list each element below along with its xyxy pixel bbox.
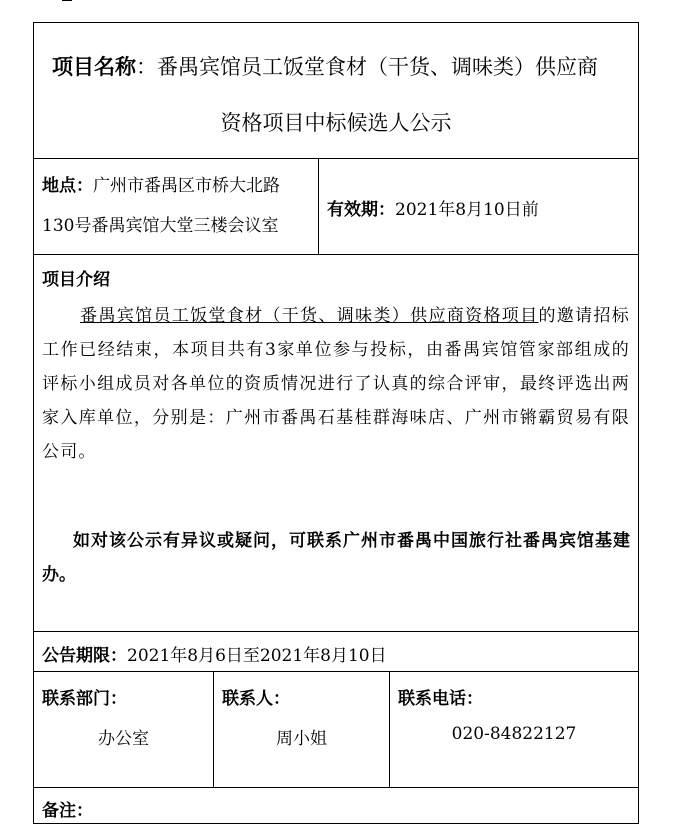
contact-person-value: 周小姐 xyxy=(276,729,327,749)
top-edge-mark xyxy=(62,0,72,1)
contact-dept-label: 联系部门： xyxy=(42,689,127,709)
validity-cell xyxy=(327,195,539,220)
location-text-2: 130号番禺宾馆大堂三楼会议室 xyxy=(42,216,279,236)
validity-value: 2021年8月10日前 xyxy=(395,200,539,220)
intro-heading: 项目介绍 xyxy=(42,270,110,290)
location-cell xyxy=(34,159,319,254)
project-name-text: 番禺宾馆员工饭堂食材（干货、调味类）供应商 xyxy=(157,55,598,79)
project-name-separator: ： xyxy=(136,55,157,79)
contact-person-cell xyxy=(214,672,390,787)
announcement-table xyxy=(33,22,639,824)
notice-period-value: 2021年8月6日至2021年8月10日 xyxy=(127,646,387,666)
contact-phone-label: 联系电话： xyxy=(398,689,483,709)
project-title-line2: 资格项目中标候选人公示 xyxy=(220,111,452,135)
remarks-label: 备注： xyxy=(42,801,93,821)
intro-paragraph xyxy=(42,299,630,469)
validity-label: 有效期： xyxy=(327,200,395,220)
project-title-line1 xyxy=(52,51,598,81)
remarks-row xyxy=(34,788,638,823)
title-row xyxy=(34,23,638,159)
objection-text: 如对该公示有异议或疑问，可联系广州市番禺中国旅行社番禺宾馆基建办。 xyxy=(42,531,630,585)
location-line1 xyxy=(42,171,280,196)
contact-dept-value: 办公室 xyxy=(98,729,149,749)
notice-period-row xyxy=(34,632,638,672)
intro-project-name: 番禺宾馆员工饭堂食材（干货、调味类）供应商资格项目 xyxy=(80,306,539,326)
location-label: 地点： xyxy=(42,176,93,196)
location-row xyxy=(34,159,638,255)
notice-period-label: 公告期限： xyxy=(42,646,127,666)
contact-dept-cell xyxy=(34,672,214,787)
project-name-label: 项目名称 xyxy=(52,54,136,79)
contact-row xyxy=(34,672,638,788)
location-text-1: 广州市番禺区市桥大北路 xyxy=(93,176,280,196)
contact-phone-value: 020-84822127 xyxy=(451,724,577,744)
notice-period xyxy=(42,641,387,666)
intro-body: 的邀请招标工作已经结束，本项目共有3家单位参与投标，由番禺宾馆管家部组成的评标小组成员对各单位的资质情况进行了认真的综合评审，最终评选出两家入库单位，分别是：广州市番禺石基桂群海味店、广州市锵霸贸易有限公司。 xyxy=(42,306,631,462)
objection-paragraph xyxy=(42,524,630,592)
contact-person-label: 联系人： xyxy=(222,689,290,709)
contact-phone-cell xyxy=(390,672,638,787)
intro-row xyxy=(34,255,638,632)
